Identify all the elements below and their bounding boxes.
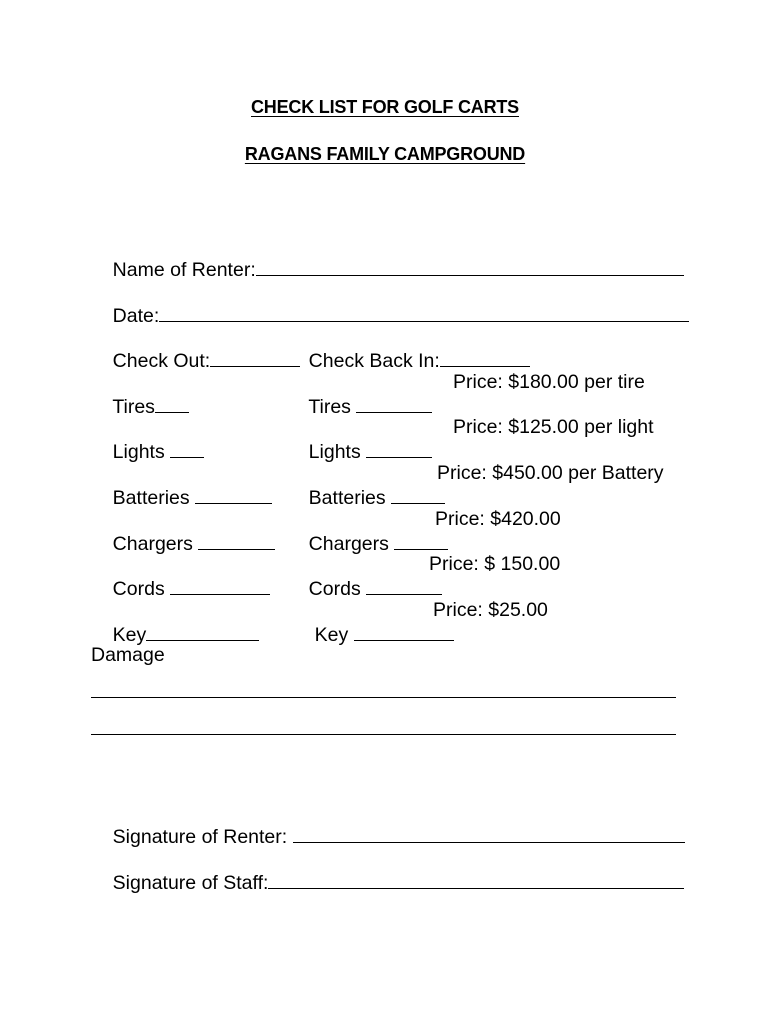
item-price: Price: $180.00 per tire: [453, 371, 645, 393]
item-out-label: Chargers: [112, 533, 193, 555]
item-in-field[interactable]: [356, 394, 432, 413]
item-out-field[interactable]: [170, 576, 270, 595]
date-field[interactable]: [159, 303, 689, 322]
staff-signature-label: Signature of Staff:: [112, 872, 269, 894]
item-price: Price: $ 150.00: [429, 553, 561, 575]
item-in-label: Tires: [308, 396, 351, 418]
renter-name-field[interactable]: [256, 257, 684, 276]
item-in-field[interactable]: [366, 439, 432, 458]
renter-name-label: Name of Renter:: [112, 259, 256, 281]
item-in-key: [293, 598, 454, 671]
item-in-field[interactable]: [391, 485, 445, 504]
document-title: CHECK LIST FOR GOLF CARTS: [251, 97, 519, 117]
renter-signature-label: Signature of Renter:: [112, 826, 288, 848]
check-back-in-field[interactable]: [440, 348, 530, 367]
check-back-in-label: Check Back In:: [308, 350, 440, 372]
item-in-label: Chargers: [308, 533, 389, 555]
staff-signature-row: [91, 846, 684, 919]
item-price: Price: $125.00 per light: [453, 416, 654, 438]
item-out-field[interactable]: [198, 531, 275, 550]
item-in-label: Cords: [308, 578, 361, 600]
item-out-field[interactable]: [170, 439, 204, 458]
item-out-label: Tires: [112, 396, 155, 418]
item-out-label: Cords: [112, 578, 165, 600]
item-out-field[interactable]: [146, 622, 259, 641]
check-out-label: Check Out:: [112, 350, 211, 372]
item-in-label: Lights: [308, 441, 361, 463]
item-out-field[interactable]: [155, 394, 189, 413]
staff-signature-field[interactable]: [268, 870, 684, 889]
item-price: Price: $25.00: [433, 599, 548, 621]
document-subtitle: RAGANS FAMILY CAMPGROUND: [244, 144, 526, 164]
item-out-label: Batteries: [112, 487, 190, 509]
item-in-field[interactable]: [354, 622, 454, 641]
item-price: Price: $420.00: [435, 508, 561, 530]
item-in-label: Batteries: [308, 487, 386, 509]
item-out-field[interactable]: [195, 485, 272, 504]
item-out-label: Key: [112, 624, 147, 646]
renter-signature-field[interactable]: [293, 824, 685, 843]
damage-line-1[interactable]: [91, 697, 676, 698]
item-in-label: Key: [314, 624, 349, 646]
item-in-field[interactable]: [366, 576, 442, 595]
item-out-label: Lights: [112, 441, 165, 463]
damage-line-2[interactable]: [91, 734, 676, 735]
item-in-field[interactable]: [394, 531, 448, 550]
item-price: Price: $450.00 per Battery: [437, 462, 664, 484]
damage-label: Damage: [91, 644, 165, 666]
date-label: Date:: [112, 305, 160, 327]
